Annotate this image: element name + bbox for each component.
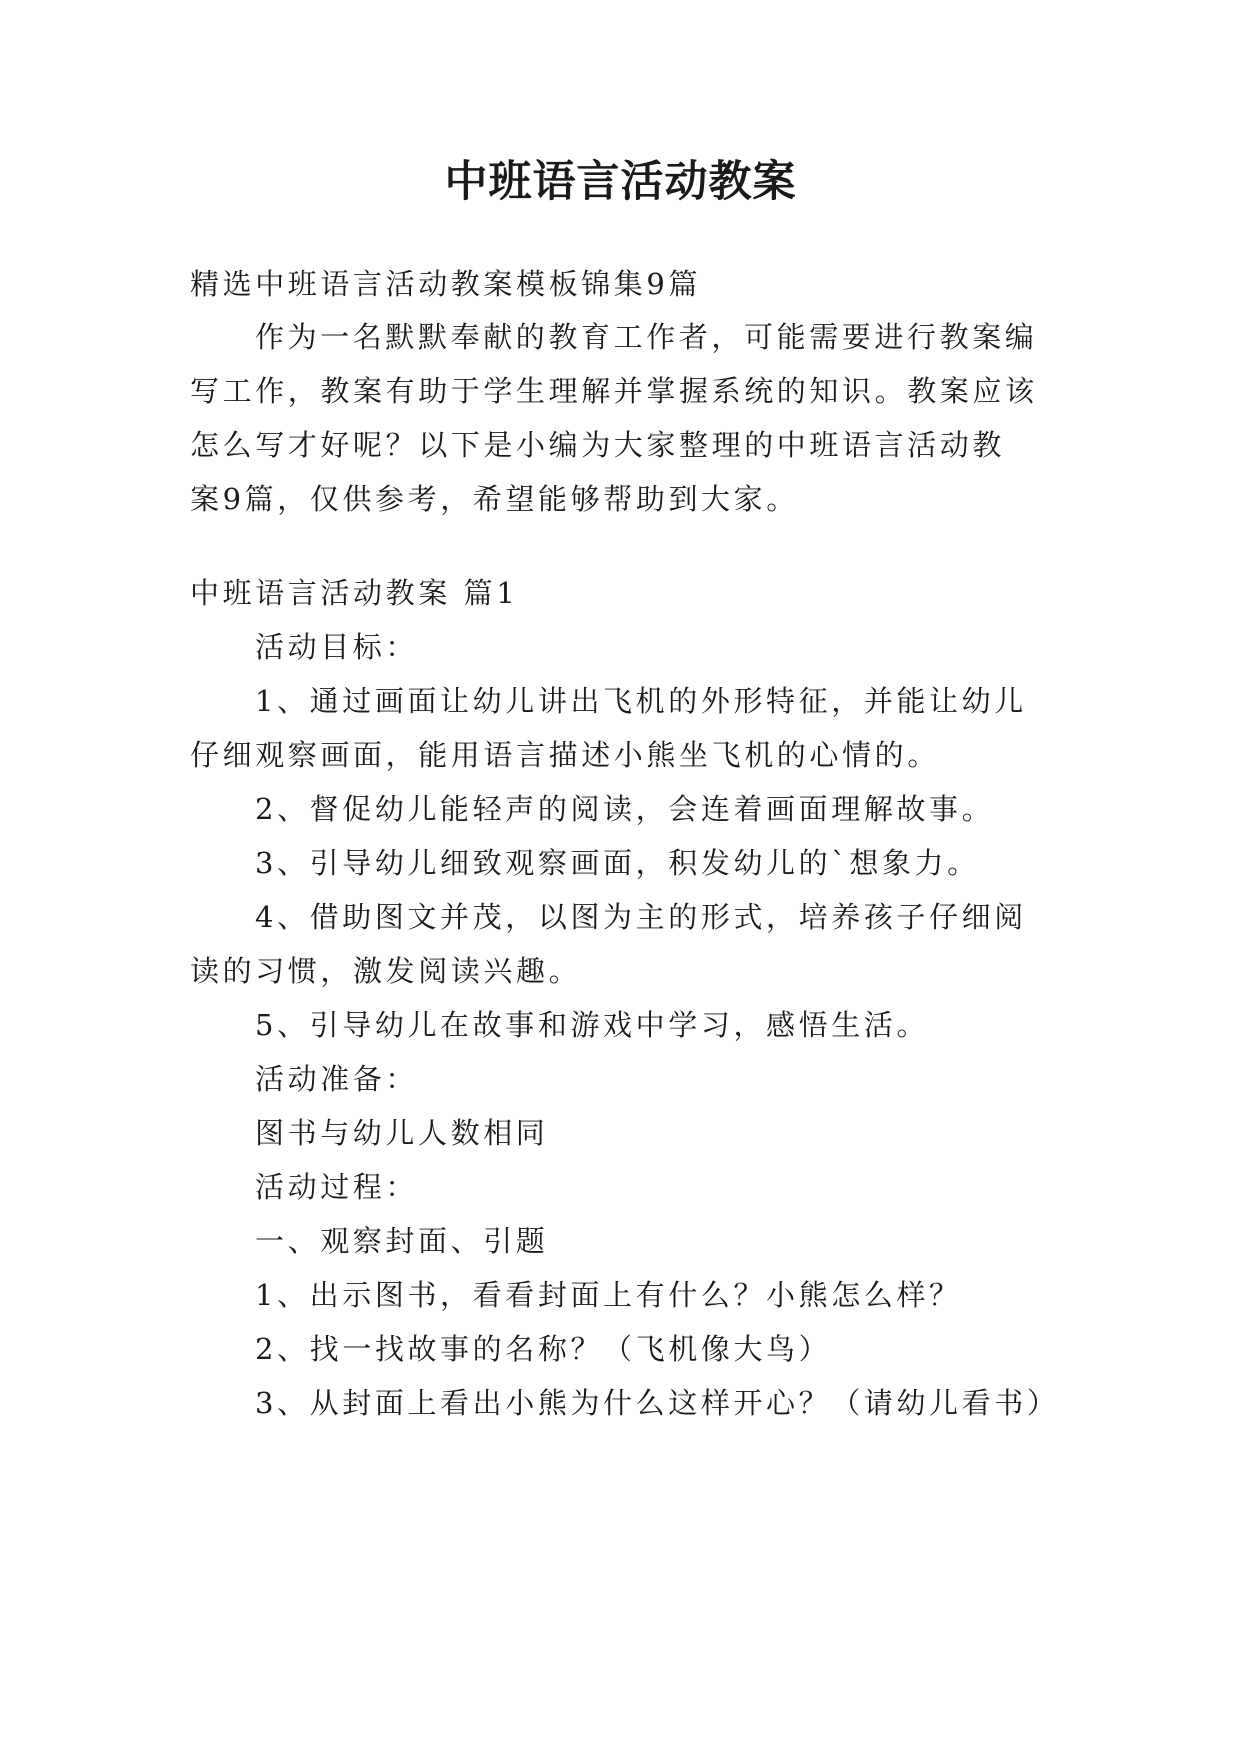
process-item: 1、出示图书，看看封面上有什么？小熊怎么样？ [255,1278,962,1312]
goal-item-continuation: 仔细观察画面，能用语言描述小熊坐飞机的心情的。 [190,738,940,772]
document-title: 中班语言活动教案 [444,157,797,207]
goal-item: 5、引导幼儿在故事和游戏中学习，感悟生活。 [255,1008,930,1042]
intro-paragraph-line: 怎么写才好呢？以下是小编为大家整理的中班语言活动教 [190,428,1006,462]
process-item: 3、从封面上看出小熊为什么这样开心？（请幼儿看书） [255,1386,1060,1420]
process-step-heading: 一、观察封面、引题 [255,1224,549,1258]
intro-paragraph-line: 写工作，教案有助于学生理解并掌握系统的知识。教案应该 [190,374,1038,408]
subheading-preparation: 活动准备： [255,1062,419,1096]
subheading-process: 活动过程： [255,1170,419,1204]
process-item: 2、找一找故事的名称？（飞机像大鸟） [255,1332,832,1366]
subheading-goals: 活动目标： [255,630,419,664]
goal-item: 2、督促幼儿能轻声的阅读，会连着画面理解故事。 [255,792,995,826]
intro-paragraph-line: 案9篇，仅供参考，希望能够帮助到大家。 [190,482,799,516]
goal-item: 1、通过画面让幼儿讲出飞机的外形特征，并能让幼儿 [255,684,1027,718]
goal-item: 3、引导幼儿细致观察画面，积发幼儿的`想象力。 [255,846,980,880]
goal-item: 4、借助图文并茂，以图为主的形式，培养孩子仔细阅 [255,900,1027,934]
section-heading: 中班语言活动教案 篇1 [190,576,519,610]
intro-paragraph-line: 作为一名默默奉献的教育工作者，可能需要进行教案编 [255,320,1038,354]
goal-item-continuation: 读的习惯，激发阅读兴趣。 [190,954,582,988]
preparation-text: 图书与幼儿人数相同 [255,1116,549,1150]
subtitle-line: 精选中班语言活动教案模板锦集9篇 [190,267,702,301]
